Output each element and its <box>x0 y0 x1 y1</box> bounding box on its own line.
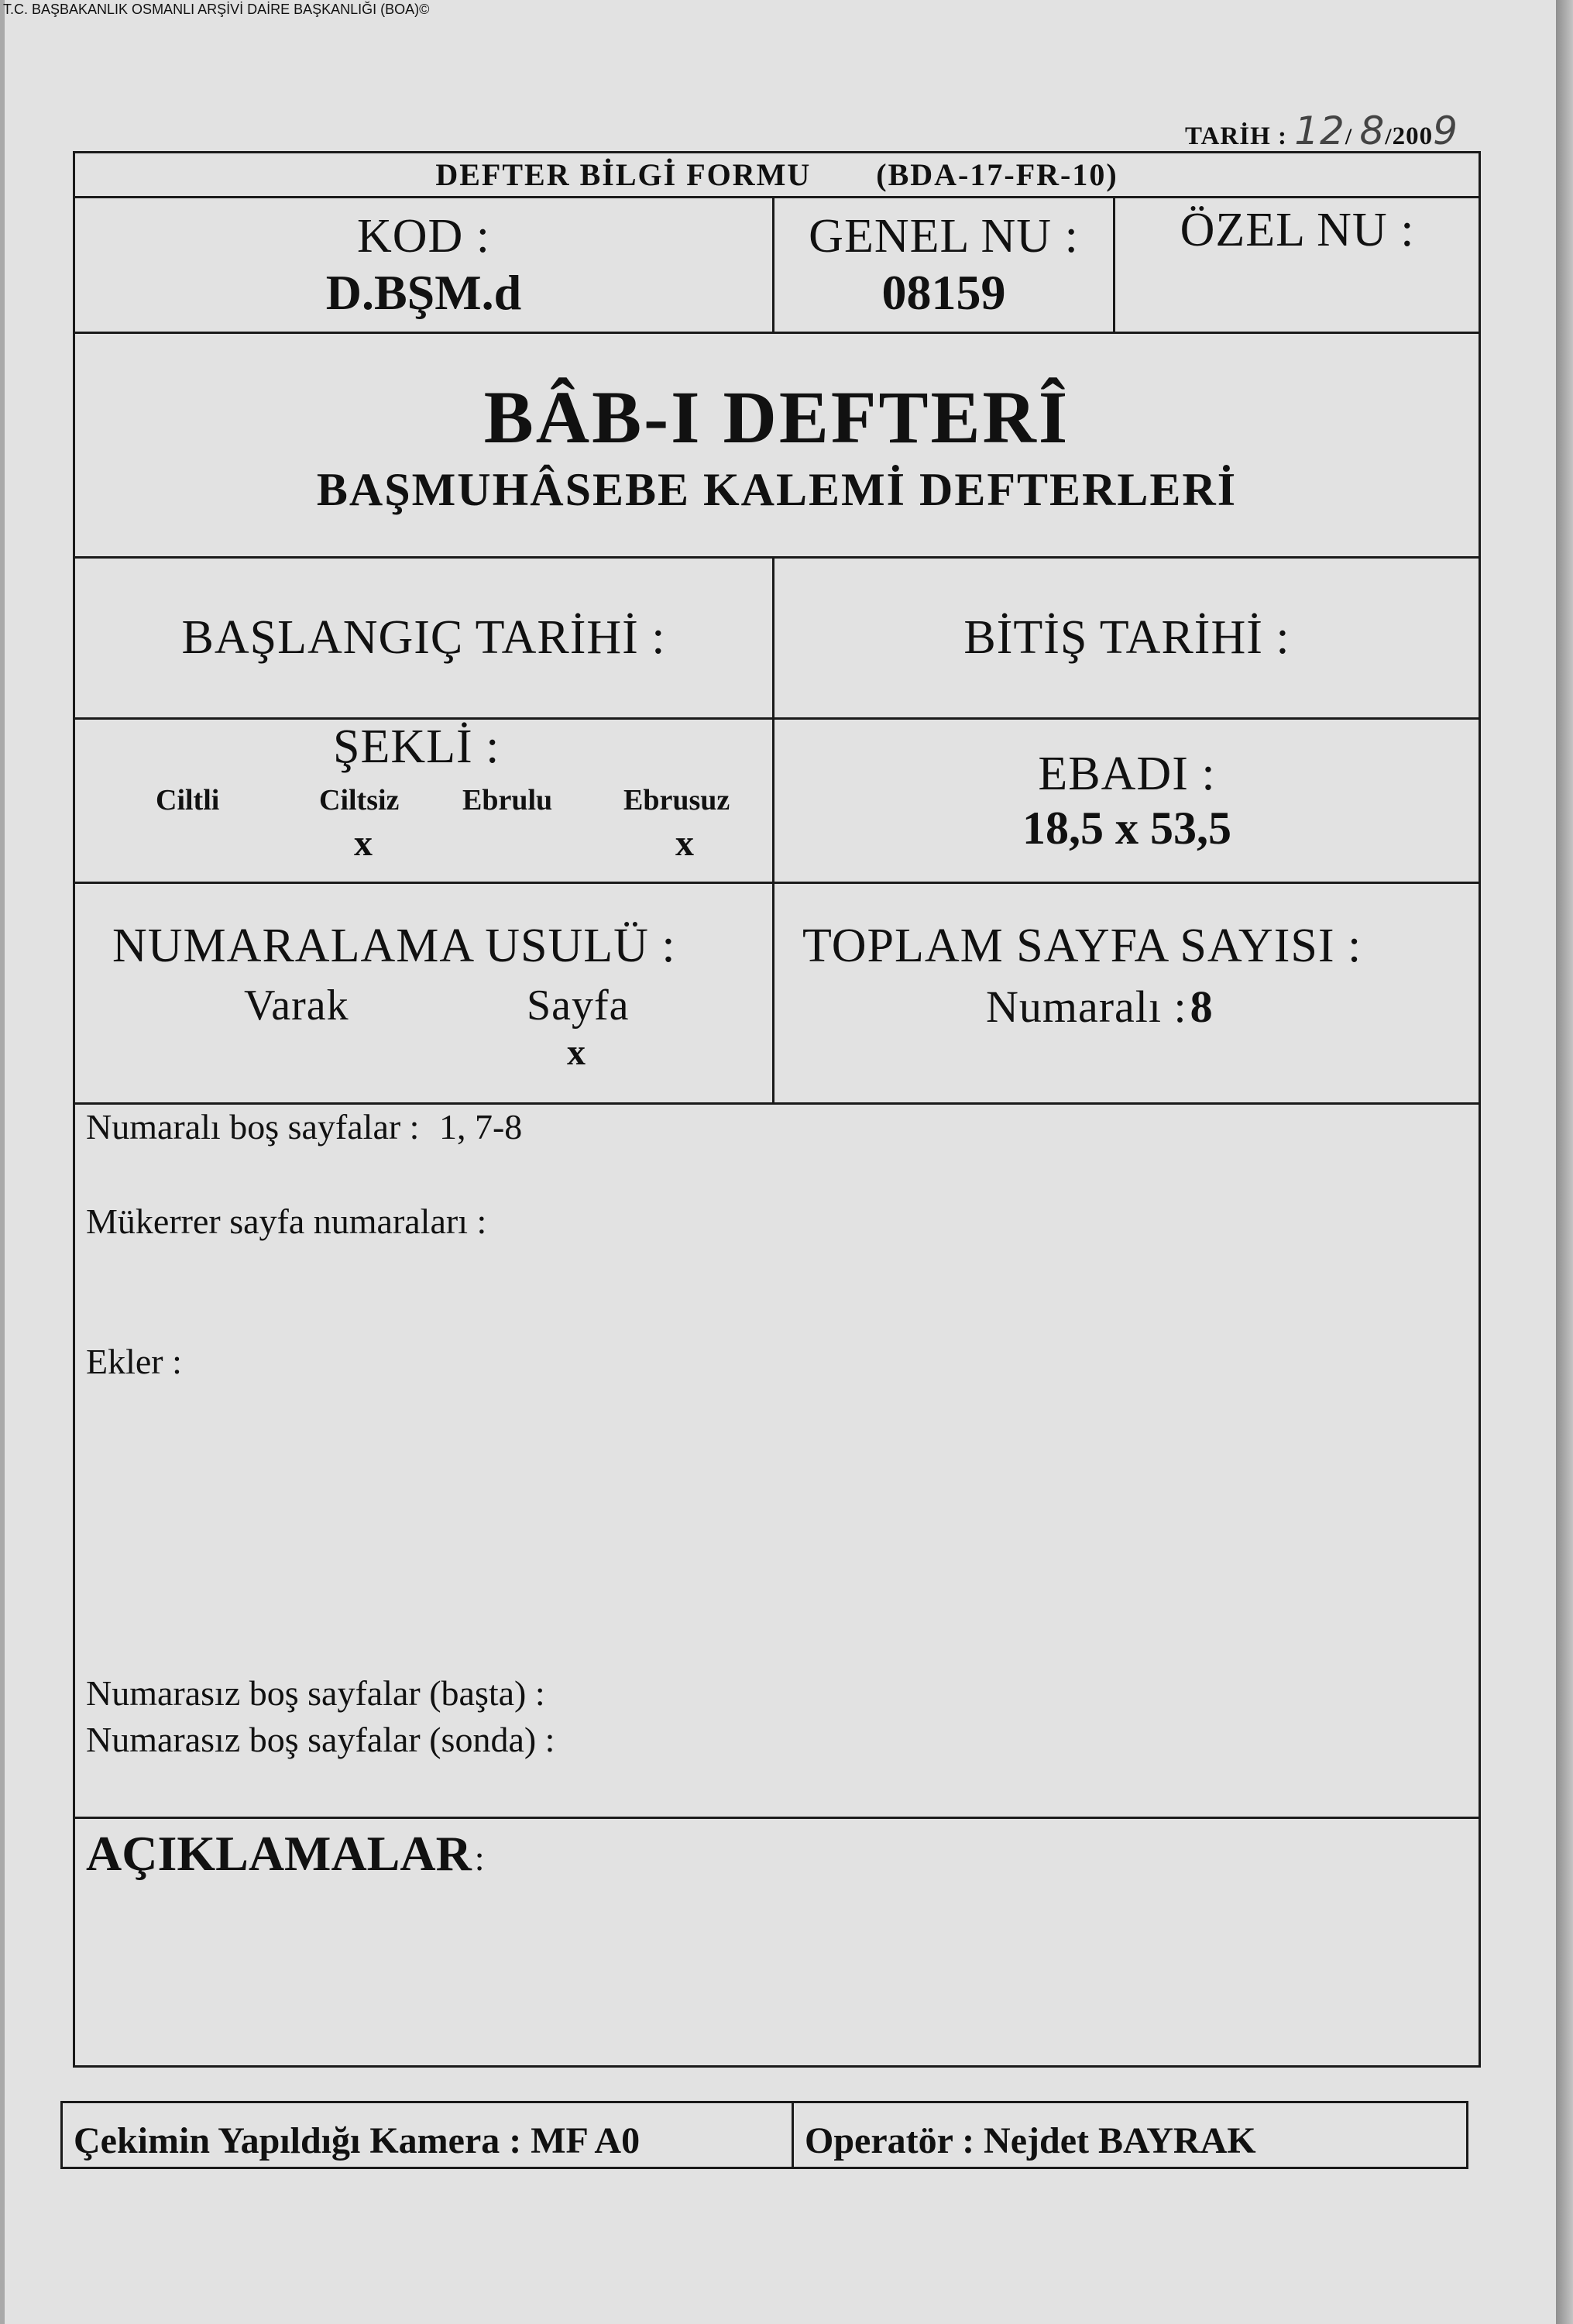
ebadi-value: 18,5 x 53,5 <box>1022 802 1231 854</box>
genel-nu-value: 08159 <box>881 264 1006 320</box>
bitis-cell <box>774 559 1479 717</box>
baslangic-label: BAŞLANGIÇ TARİHİ : <box>181 611 666 664</box>
right-scan-edge <box>1556 0 1573 2324</box>
title-row <box>75 334 1479 559</box>
sayfa-checkmark: x <box>567 1032 586 1073</box>
numarali-count <box>986 981 1213 1033</box>
kod-label: KOD : <box>356 209 491 263</box>
details-section <box>75 1105 1479 1819</box>
defter-title: BÂB-I DEFTERÎ <box>483 375 1070 459</box>
toplam-label: TOPLAM SAYFA SAYISI : <box>802 920 1362 972</box>
ozel-nu-cell <box>1115 198 1479 332</box>
codes-row <box>75 198 1479 334</box>
kamera-cell <box>63 2103 794 2167</box>
numarali-bos-line <box>86 1106 522 1147</box>
option-varak: Varak <box>244 982 349 1030</box>
form-header <box>435 156 1118 193</box>
mukerrer-label: Mükerrer sayfa numaraları : <box>86 1202 487 1241</box>
ebrusuz-checkmark: x <box>675 823 694 864</box>
defter-info-form <box>73 151 1481 2068</box>
ciltsiz-checkmark: x <box>354 823 373 864</box>
ekler-label: Ekler : <box>86 1342 182 1381</box>
dates-row <box>75 559 1479 720</box>
form-code: (BDA-17-FR-10) <box>876 157 1118 192</box>
camera-footer <box>60 2101 1468 2169</box>
baslangic-cell <box>75 559 774 717</box>
aciklamalar-label: AÇIKLAMALAR <box>86 1826 472 1881</box>
aciklamalar-colon: : <box>474 1838 485 1878</box>
kod-cell <box>75 198 774 332</box>
form-header-row <box>75 153 1479 198</box>
bitis-label: BİTİŞ TARİHİ : <box>963 611 1290 664</box>
option-ebrulu: Ebrulu <box>462 784 553 816</box>
aciklamalar-heading <box>86 1825 485 1882</box>
option-ciltli: Ciltli <box>156 784 220 816</box>
numaralama-cell <box>75 884 774 1102</box>
date-label: TARİH : <box>1185 122 1287 150</box>
date-separator: / <box>1385 124 1393 150</box>
numarali-label: Numaralı : <box>986 982 1187 1032</box>
aciklamalar-section <box>75 1819 1479 2070</box>
ebadi-label: EBADI : <box>1038 747 1216 800</box>
date-field <box>1185 108 1458 153</box>
toplam-cell <box>774 884 1479 1102</box>
left-scan-edge <box>0 0 5 2324</box>
date-month: 8 <box>1359 108 1386 153</box>
form-title: DEFTER BİLGİ FORMU <box>435 157 812 192</box>
shape-size-row <box>75 720 1479 884</box>
defter-subtitle: BAŞMUHÂSEBE KALEMİ DEFTERLERİ <box>316 463 1238 515</box>
numbering-row <box>75 884 1479 1105</box>
option-sayfa: Sayfa <box>527 982 630 1030</box>
genel-nu-label: GENEL NU : <box>809 209 1079 263</box>
option-ebrusuz: Ebrusuz <box>623 784 730 816</box>
kod-value: D.BŞM.d <box>325 264 522 320</box>
kamera-text: Çekimin Yapıldığı Kamera : MF A0 <box>74 2119 641 2161</box>
date-separator: / <box>1345 124 1353 150</box>
numarali-value: 8 <box>1190 982 1213 1032</box>
ozel-nu-label: ÖZEL NU : <box>1180 204 1415 256</box>
archive-watermark: T.C. BAŞBAKANLIK OSMANLI ARŞİVİ DAİRE BAŞKANLIĞI (BOA)© <box>3 2 430 17</box>
sekli-label: ŞEKLİ : <box>333 720 500 773</box>
option-ciltsiz: Ciltsiz <box>319 784 400 816</box>
genel-nu-cell <box>774 198 1115 332</box>
operator-text: Operatör : Nejdet BAYRAK <box>805 2119 1256 2161</box>
ebadi-cell <box>774 720 1479 882</box>
date-day: 12 <box>1294 108 1345 153</box>
numarasiz-basta-label: Numarasız boş sayfalar (başta) : <box>86 1673 545 1713</box>
date-year-suffix: 9 <box>1433 108 1458 153</box>
numarali-bos-value: 1, 7-8 <box>438 1107 523 1147</box>
numarasiz-sonda-label: Numarasız boş sayfalar (sonda) : <box>86 1720 555 1759</box>
numaralama-label: NUMARALAMA USULÜ : <box>112 920 676 972</box>
date-year-prefix: 200 <box>1392 122 1434 150</box>
sekli-cell <box>75 720 774 882</box>
numarali-bos-label: Numaralı boş sayfalar : <box>86 1107 420 1147</box>
operator-cell <box>794 2103 1466 2167</box>
